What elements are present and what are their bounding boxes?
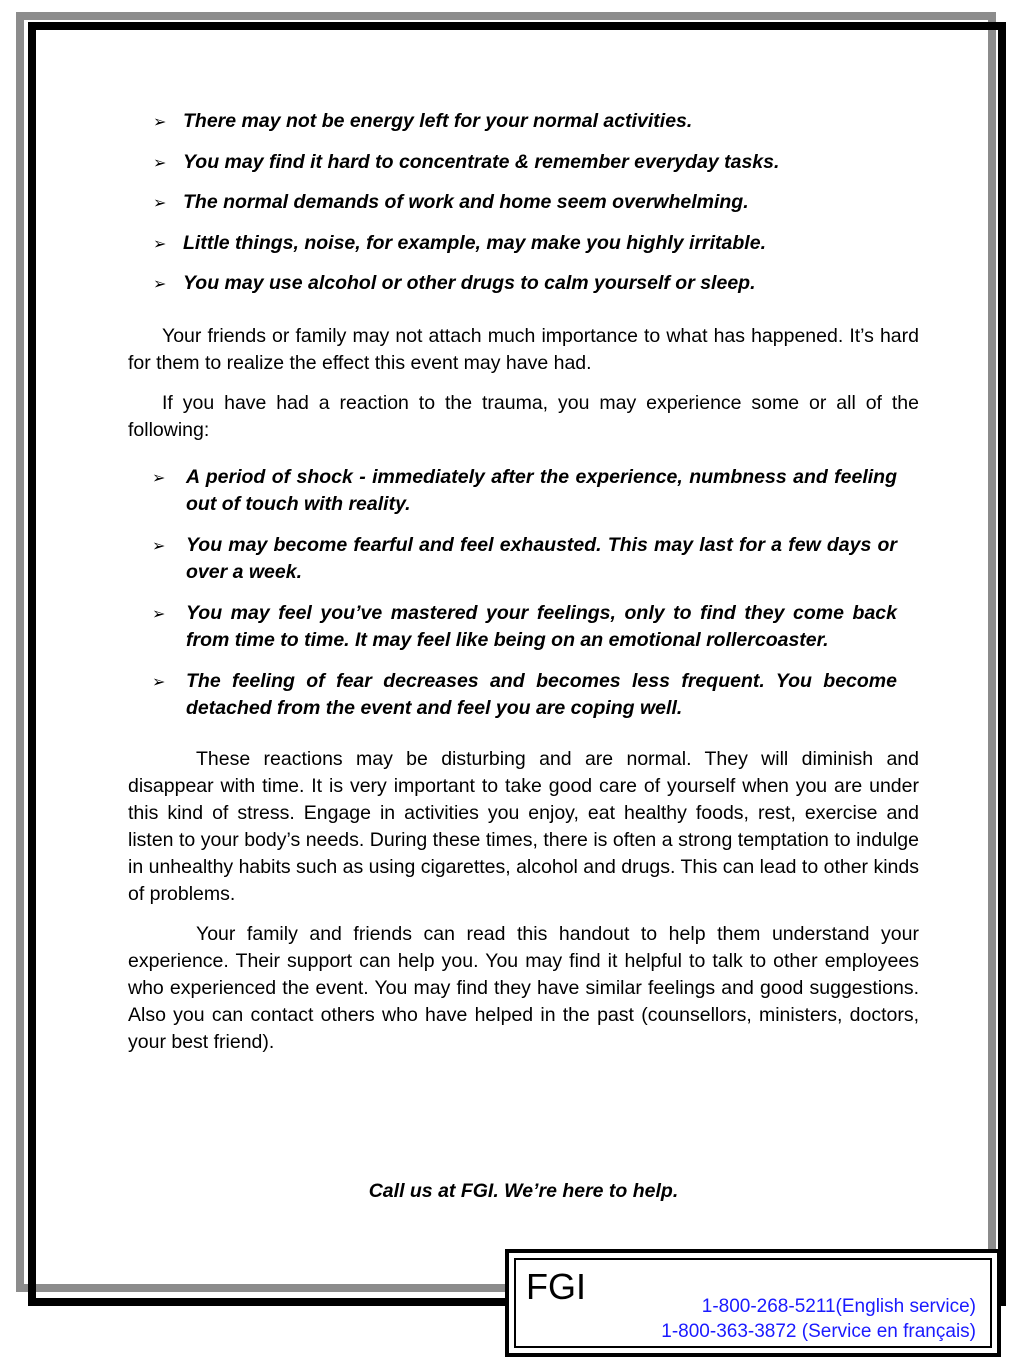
contact-box (505, 1249, 1001, 1357)
symptom-list (128, 108, 919, 297)
arrowhead-bullet-icon: ➢ (152, 536, 166, 555)
list-item: ➢ You may feel you’ve mastered your feelings, only to find they come back from time to time. It may feel like being on an emotional rollercoaster. (152, 602, 897, 651)
arrowhead-bullet-icon: ➢ (153, 274, 167, 293)
arrowhead-bullet-icon: ➢ (152, 604, 166, 623)
phone-english: 1-800-268-5211(English service) (701, 1296, 976, 1317)
list-item: ➢ The feeling of fear decreases and becomes less frequent. You become detached from the event and feel you are coping well. (152, 670, 897, 719)
paragraph-friends-family: Your friends or family may not attach much importance to what has happened. It’s hard for them to realize the effect this event may have had. (128, 325, 919, 374)
list-item: ➢ You may find it hard to concentrate & remember everyday tasks. (153, 149, 919, 176)
arrowhead-bullet-icon: ➢ (153, 233, 167, 253)
list-item: ➢ Little things, noise, for example, may make you highly irritable. (153, 230, 919, 257)
phone-numbers (661, 1294, 976, 1344)
paragraph-support: Your family and friends can read this handout to help them understand your experience. Their support can help you. You may find it helpful to talk to other employees who experienced the event. You may find they have similar feelings and good suggestions. Also you can contact others who have helped in the past (counsellors, ministers, doctors, your best friend). (128, 923, 919, 1053)
list-item: ➢ A period of shock - immediately after the experience, numbness and feeling out of touch with reality. (152, 466, 897, 515)
contact-box-inner (514, 1258, 992, 1348)
list-item: ➢ You may become fearful and feel exhausted. This may last for a few days or over a week. (152, 534, 897, 583)
fgi-logo: FGI (526, 1266, 586, 1307)
reaction-list (128, 464, 897, 722)
paragraph-normal-reactions: These reactions may be disturbing and are normal. They will diminish and disappear with time. It is very important to take good care of yourself when you are under this kind of stress. Engage in activities you enjoy, eat healthy foods, rest, exercise and listen to your body’s needs. During these times, there is often a strong temptation to indulge in unhealthy habits such as using cigarettes, alcohol and drugs. This can lead to other kinds of problems. (128, 748, 919, 905)
document-body (128, 108, 919, 1056)
arrowhead-bullet-icon: ➢ (152, 468, 166, 487)
arrowhead-bullet-icon: ➢ (153, 112, 167, 131)
list-item: ➢ You may use alcohol or other drugs to calm yourself or sleep. (153, 270, 919, 297)
list-item: ➢ There may not be energy left for your normal activities. (153, 108, 919, 135)
arrowhead-bullet-icon: ➢ (153, 152, 167, 172)
phone-french: 1-800-363-3872 (Service en français) (661, 1321, 976, 1342)
paragraph-reaction-intro: If you have had a reaction to the trauma, you may experience some or all of the following: (128, 392, 919, 441)
call-to-action: Call us at FGI. We’re here to help. (368, 1180, 679, 1202)
arrowhead-bullet-icon: ➢ (152, 672, 166, 691)
list-item: ➢ The normal demands of work and home seem overwhelming. (153, 189, 919, 216)
arrowhead-bullet-icon: ➢ (153, 193, 167, 212)
